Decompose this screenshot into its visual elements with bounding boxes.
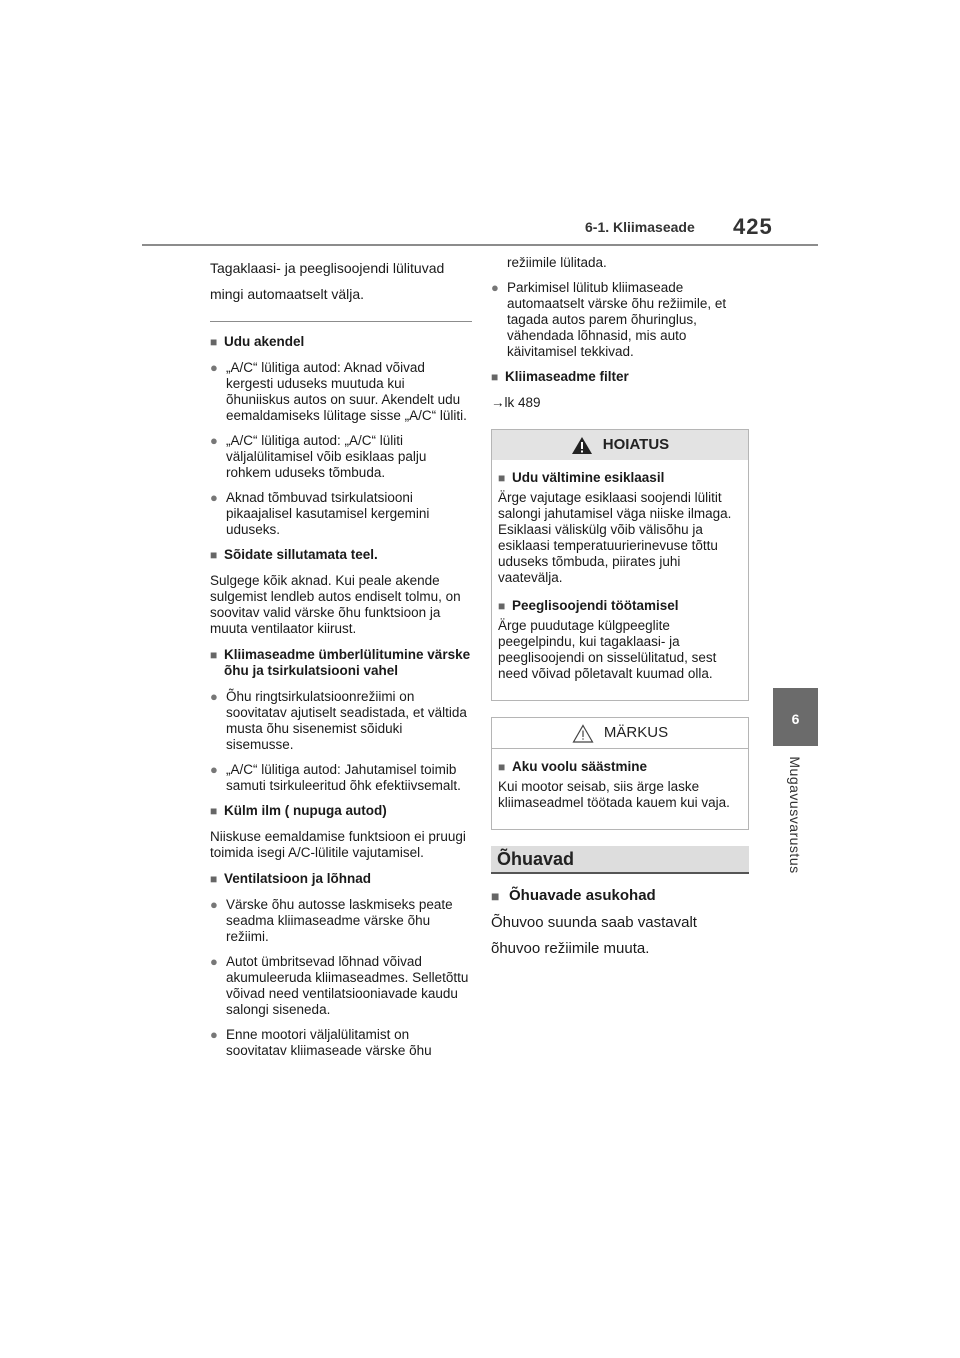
bullet-item: ● Autot ümbritsevad lõhnad võivad akumuleeruda kliimaseadmes. Selletõttu võivad need ventilatsiooniavade kaudu salongi siseneda.	[210, 954, 472, 1018]
subsection-title: ■ Õhuavade asukohad	[491, 888, 749, 904]
bullet-item: ● „A/C“ lülitiga autod: Aknad võivad kergesti uduseks muutuda kui õhuniiskus autos on suur. Akendelt udu eemaldamiseks lülitage sisse „A/C“ lüliti.	[210, 360, 472, 424]
notice-header	[492, 718, 748, 749]
section-kulm-ilm: ■ Külm ilm ( nupuga autod)	[210, 803, 472, 819]
warning-box	[491, 429, 749, 701]
warning-item-text: Ärge vajutage esiklaasi soojendi lülitit salongi jahutamisel väga niiske ilmaga. Esiklaasi väliskülg võib välisõhu ja esiklaasi temperatuurierinevuse tõttu uduseks tõmbuda, piirates juhi vaatevälja.	[498, 490, 732, 585]
page-number: 425	[733, 214, 773, 239]
header-divider	[142, 244, 818, 246]
right-column	[491, 255, 749, 962]
notice-item-title: ■ Aku voolu säästmine	[498, 759, 742, 775]
bullet-item: ● Parkimisel lülitub kliimaseade automaatselt värske õhu režiimile, et tagada autos parem õhuringlus, vähendada lõhnasid, mis auto käivitamisel tekkivad.	[491, 280, 749, 360]
section-divider	[210, 321, 472, 322]
section-sillutamata: ■ Sõidate sillutamata teel.	[210, 547, 472, 563]
section-umberlulitumine: ■ Kliimaseadme ümberlülitumine värske õhu ja tsirkulatsiooni vahel	[210, 647, 472, 679]
notice-body	[492, 749, 748, 829]
left-column	[210, 255, 472, 1068]
bullet-item: ● Aknad tõmbuvad tsirkulatsiooni pikaajalisel kasutamisel kergemini uduseks.	[210, 490, 472, 538]
section-title: 6-1. Kliimaseade	[585, 219, 695, 235]
paragraph: Sulgege kõik aknad. Kui peale akende sulgemist lendleb autos endiselt tolmu, on soovitav valid värske õhu funktsioon ja muuta ventilaator kiirust.	[210, 573, 461, 636]
section-heading-ohuavad: Õhuavad	[491, 846, 749, 874]
chapter-name: Mugavusvarustus	[787, 756, 803, 874]
warning-item-text: Ärge puudutage külgpeeglite peegelpindu, kui tagaklaasi- ja peeglisoojendi on sisselülitatud, sest need võivad põletavalt kuumad olla.	[498, 618, 717, 681]
chapter-tab: 6	[773, 688, 818, 746]
warning-header	[492, 430, 748, 460]
body-text: Õhuvoo suunda saab vastavalt õhuvoo režiimile muuta.	[491, 914, 697, 957]
notice-label: MÄRKUS	[603, 724, 669, 741]
warning-body	[492, 460, 748, 700]
warning-label: HOIATUS	[602, 436, 670, 453]
continuation-text: režiimile lülitada.	[507, 255, 607, 270]
bullet-item: ● „A/C“ lülitiga autod: Jahutamisel toimib samuti tsirkuleeritud õhk efektiivsemalt.	[210, 762, 472, 794]
notice-item-text: Kui mootor seisab, siis ärge laske kliimaseadmel töötada kauem kui vaja.	[498, 779, 730, 810]
section-udu-akendel: ■ Udu akendel	[210, 334, 472, 350]
notice-box	[491, 717, 749, 830]
bullet-item: ● Õhu ringtsirkulatsioonrežiimi on soovitatav ajutiselt seadistada, et vältida musta õhu sisenemist sõiduki sisemusse.	[210, 689, 472, 753]
bullet-item: ● Värske õhu autosse laskmiseks peate seadma kliimaseadme värske õhu režiimi.	[210, 897, 472, 945]
warning-item-title: ■ Peeglisoojendi töötamisel	[498, 598, 742, 614]
warning-item-title: ■ Udu vältimine esiklaasil	[498, 470, 742, 486]
paragraph: Niiskuse eemaldamise funktsioon ei pruugi toimida isegi A/C-lülitile vajutamisel.	[210, 829, 466, 860]
bullet-item: ● „A/C“ lülitiga autod: „A/C“ lüliti väljalülitamisel võib esiklaas palju rohkem uduseks tõmbuda.	[210, 433, 472, 481]
section-ventilatsioon: ■ Ventilatsioon ja lõhnad	[210, 871, 472, 887]
caution-outline-icon	[572, 724, 594, 743]
intro-text: Tagaklaasi- ja peeglisoojendi lülituvad mingi automaatselt välja.	[210, 260, 445, 302]
warning-icon	[571, 436, 593, 455]
bullet-item: ● Enne mootori väljalülitamist on soovitatav kliimaseade värske õhu	[210, 1027, 472, 1059]
page-reference: →lk 489	[491, 395, 541, 410]
section-filter: ■ Kliimaseadme filter	[491, 369, 749, 385]
